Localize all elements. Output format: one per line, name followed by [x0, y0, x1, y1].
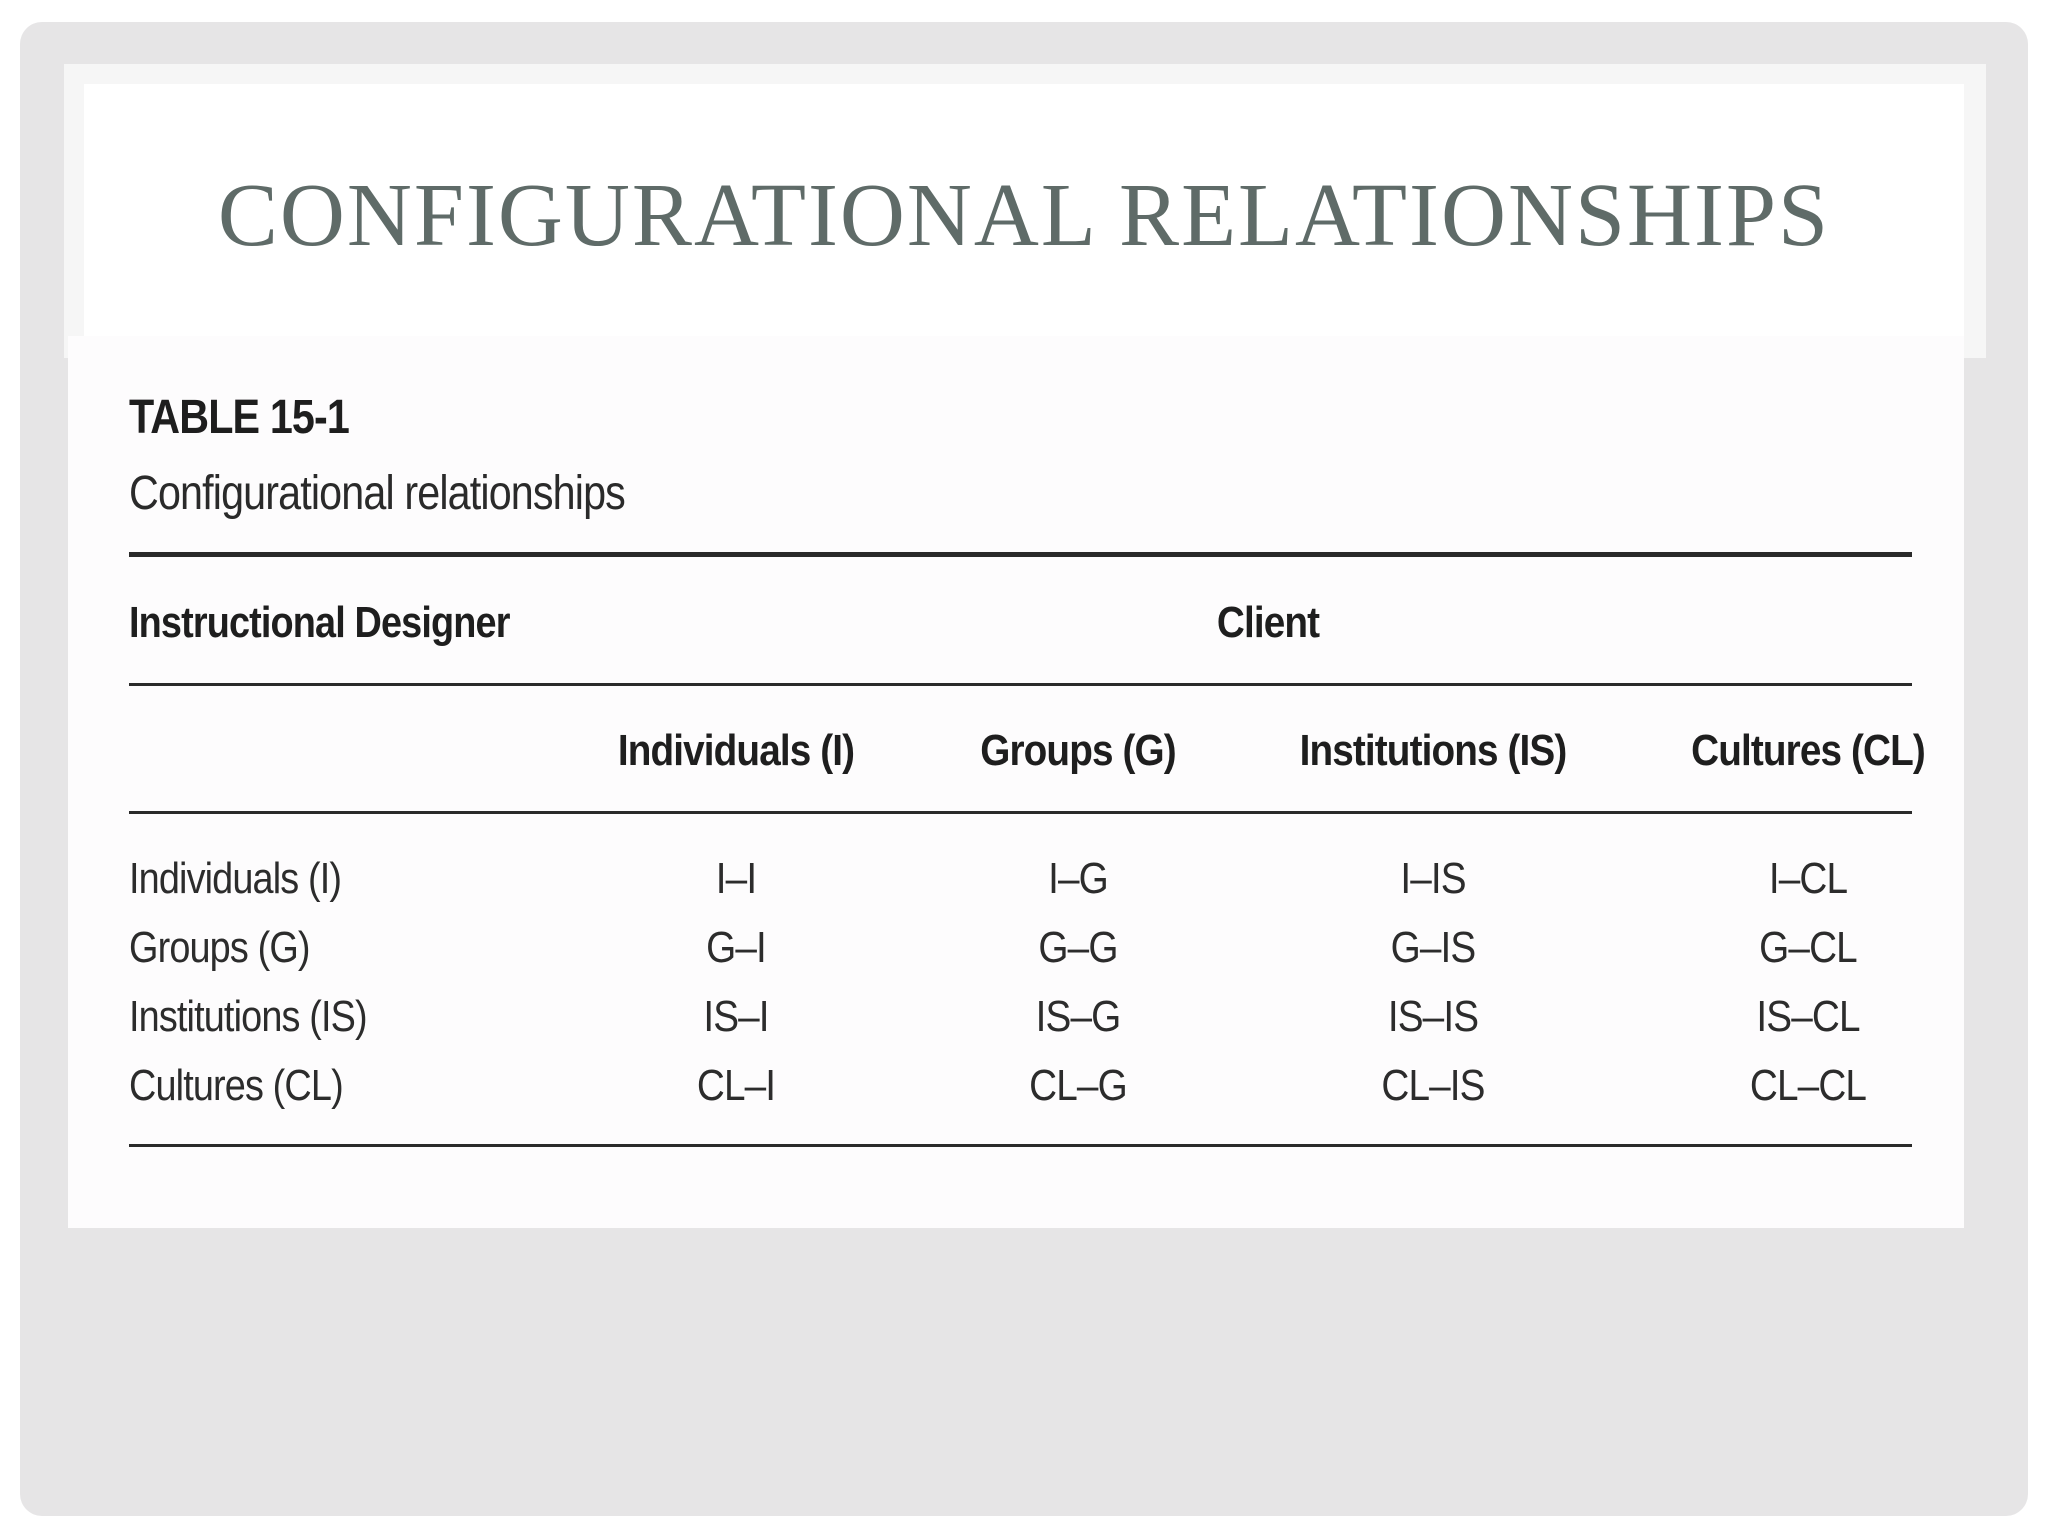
header-divider-rule — [129, 683, 1912, 686]
table-cell: I–CL — [1768, 854, 1848, 903]
table-cell: G–CL — [1759, 923, 1857, 972]
table-cell: IS–IS — [1387, 992, 1479, 1041]
table-cell: IS–CL — [1756, 992, 1860, 1041]
table-cell: G–G — [1038, 923, 1118, 972]
table-cell: CL–CL — [1749, 1061, 1867, 1110]
row-label: Institutions (IS) — [129, 992, 367, 1041]
column-header: Institutions (IS) — [1299, 726, 1567, 775]
column-header: Individuals (I) — [617, 726, 855, 775]
row-label: Individuals (I) — [129, 854, 342, 903]
column-header-rule — [129, 811, 1912, 814]
table-cell: IS–I — [703, 992, 769, 1041]
row-label: Groups (G) — [129, 923, 310, 972]
table-cell: CL–G — [1029, 1061, 1127, 1110]
column-header: Groups (G) — [980, 726, 1176, 775]
table-cell: I–G — [1048, 854, 1108, 903]
table-cell: CL–IS — [1381, 1061, 1485, 1110]
column-header: Cultures (CL) — [1691, 726, 1925, 775]
table-cell: I–I — [715, 854, 757, 903]
table-number: TABLE 15-1 — [129, 391, 350, 444]
table-cell: G–I — [706, 923, 766, 972]
table-cell: G–IS — [1390, 923, 1476, 972]
table-bottom-rule — [129, 1144, 1912, 1147]
table-caption: Configurational relationships — [129, 467, 625, 520]
table-figure — [68, 336, 1964, 1228]
column-group-header: Client — [1216, 598, 1320, 647]
row-group-header: Instructional Designer — [129, 598, 510, 647]
table-cell: IS–G — [1035, 992, 1121, 1041]
title-area — [84, 84, 1964, 336]
table-cell: I–IS — [1400, 854, 1466, 903]
slide-title: CONFIGURATIONAL RELATIONSHIPS — [217, 165, 1831, 265]
row-label: Cultures (CL) — [129, 1061, 343, 1110]
table-top-rule — [129, 552, 1912, 557]
table-cell: CL–I — [696, 1061, 776, 1110]
